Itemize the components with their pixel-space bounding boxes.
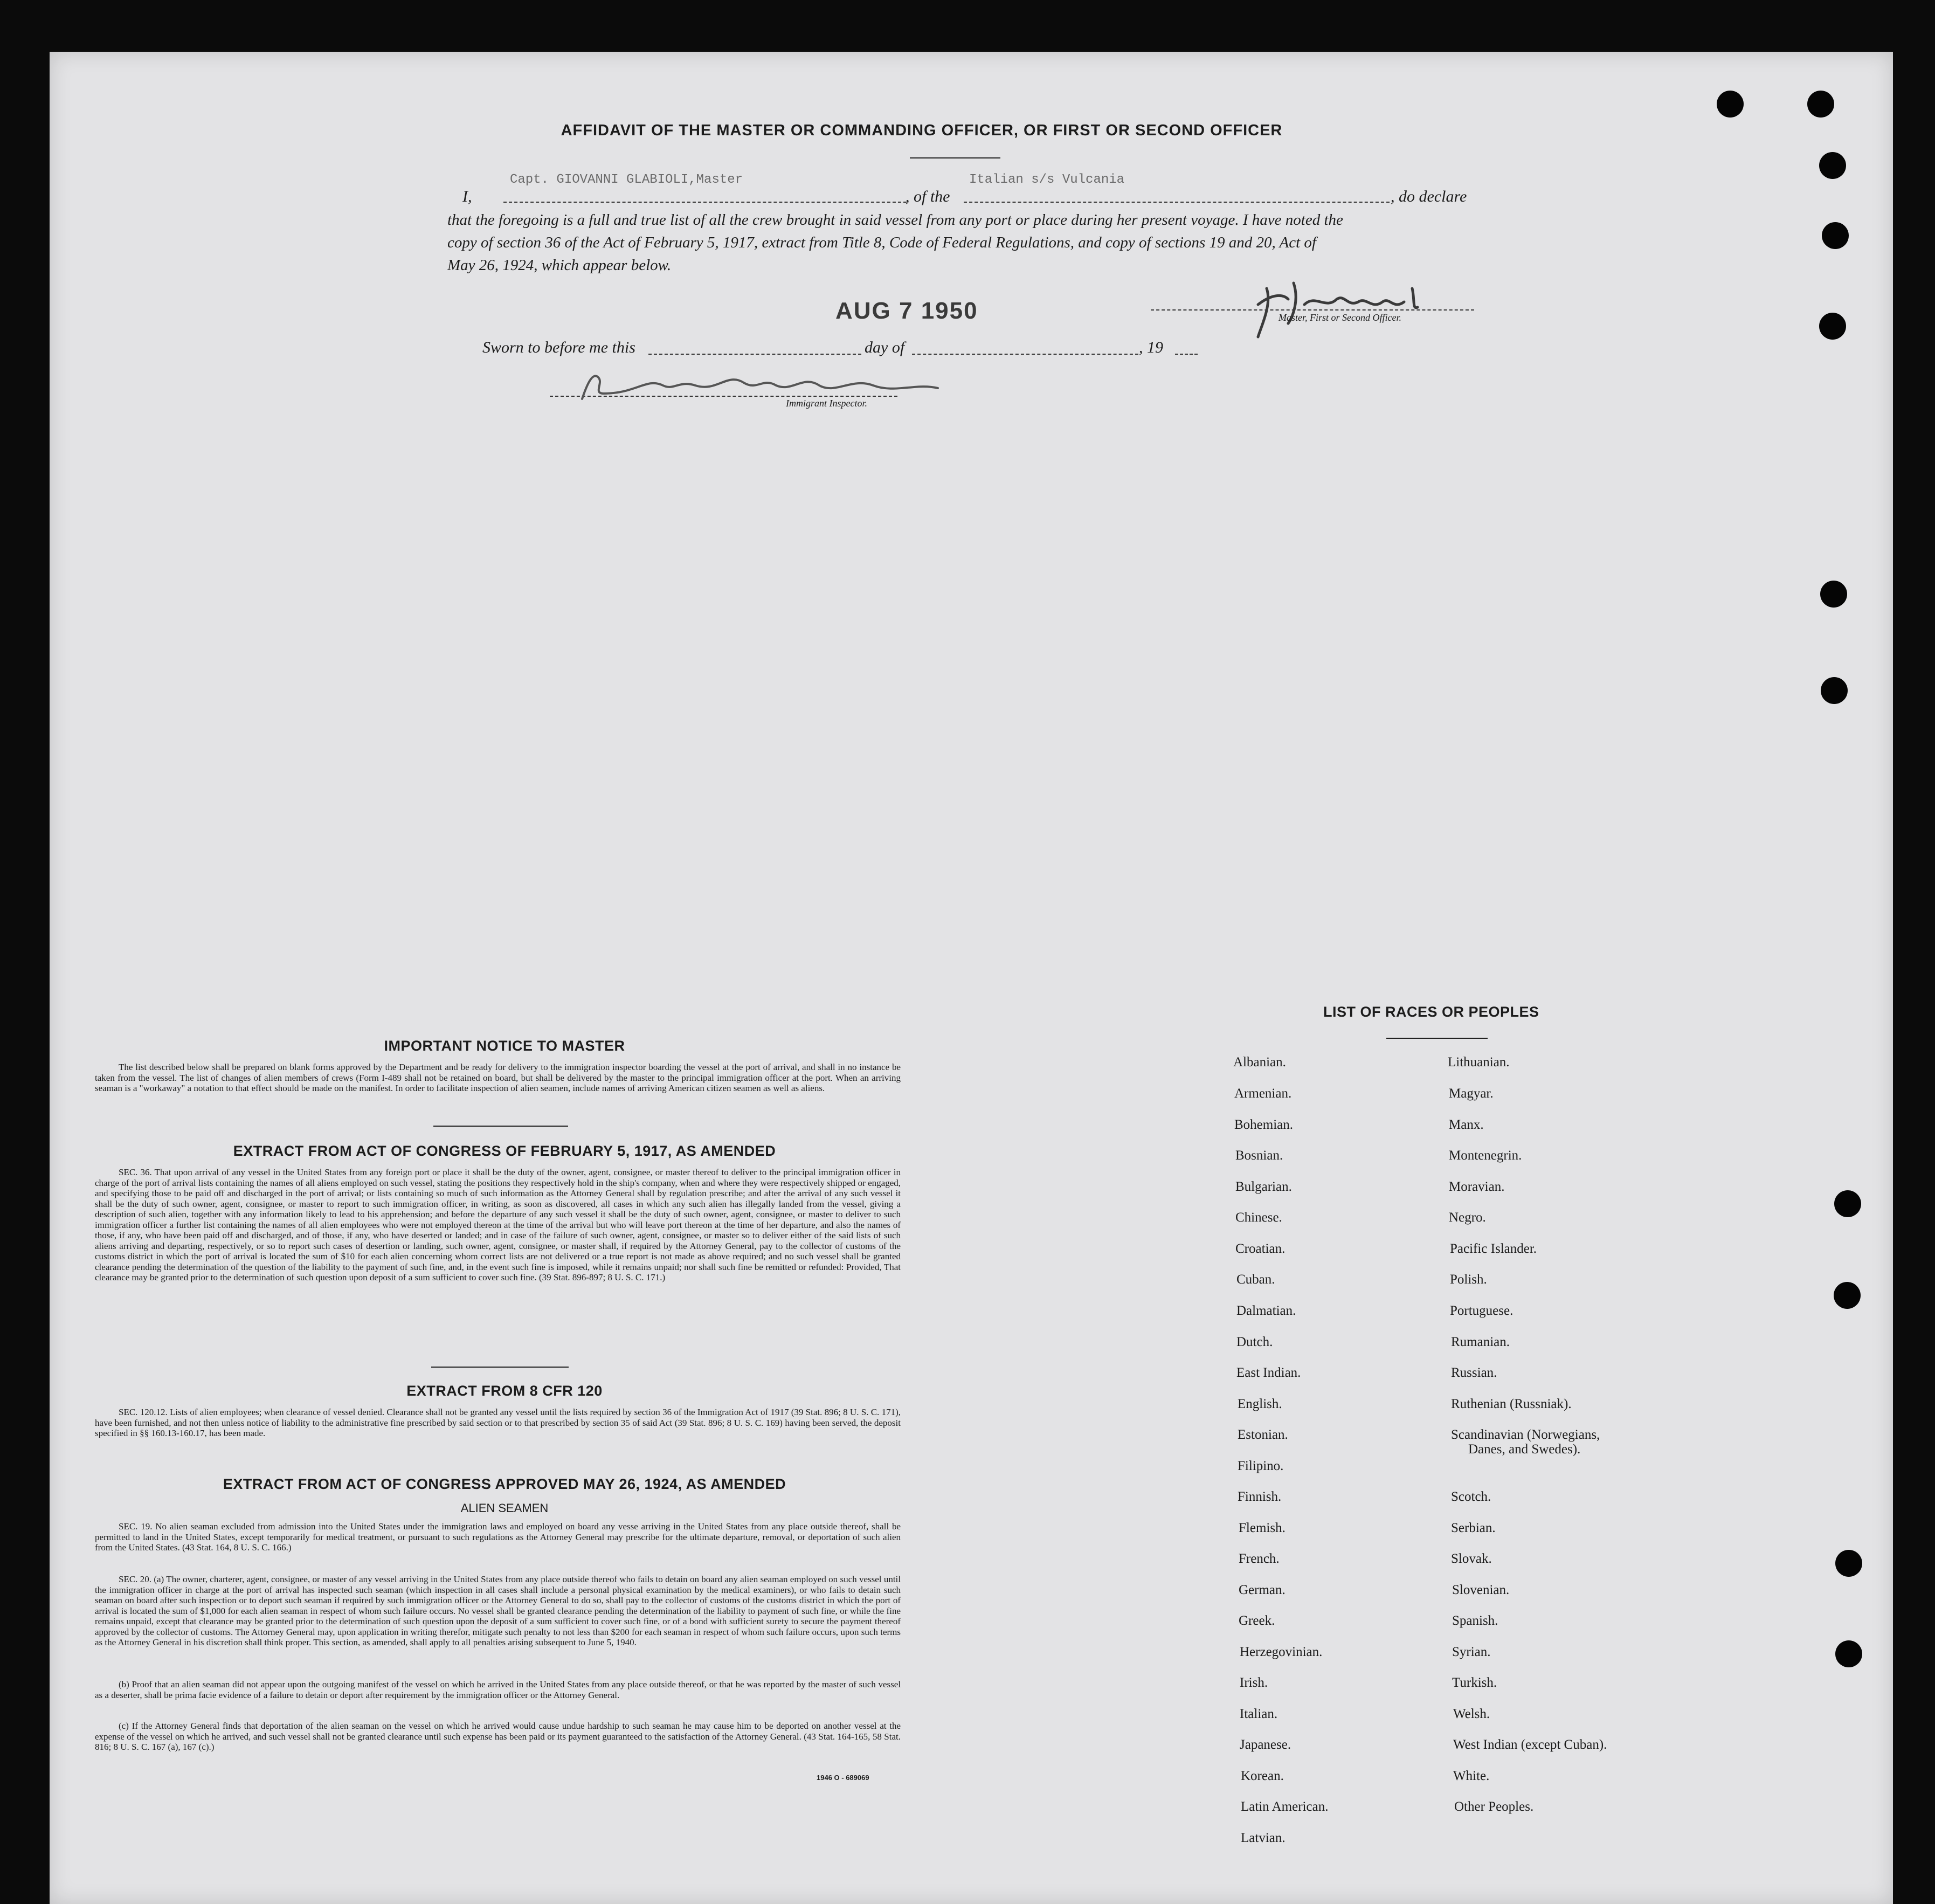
title-divider <box>910 157 1000 158</box>
race-item: East Indian. <box>1236 1365 1301 1380</box>
race-item: West Indian (except Cuban). <box>1453 1737 1607 1752</box>
race-item: Moravian. <box>1449 1179 1505 1194</box>
race-item: Dalmatian. <box>1236 1303 1296 1318</box>
extract-1924-sec20b: (b) Proof that an alien seaman did not appear upon the outgoing manifest of the vessel on which he arrived in the United States from any place outside thereof, or that he was reported by the master of such vessel as a deserter, shall be prima facie evidence of a failure to detain or deport after requirement by the immigration officer or the Attorney General. <box>95 1679 901 1700</box>
race-item: Chinese. <box>1235 1210 1282 1225</box>
race-item: Russian. <box>1451 1365 1497 1380</box>
extract-1924-heading: EXTRACT FROM ACT OF CONGRESS APPROVED MAY 26, 1924, AS AMENDED <box>223 1476 786 1492</box>
race-item: Other Peoples. <box>1454 1799 1534 1814</box>
race-item: Welsh. <box>1453 1707 1490 1721</box>
race-item: Flemish. <box>1239 1521 1286 1535</box>
race-item: Korean. <box>1241 1769 1284 1783</box>
do-declare-label: , do declare <box>1391 188 1467 205</box>
extract-1917-divider <box>431 1367 569 1368</box>
extract-8cfr-heading: EXTRACT FROM 8 CFR 120 <box>406 1383 603 1399</box>
punch-hole <box>1821 677 1848 704</box>
race-item: Scotch. <box>1451 1489 1491 1504</box>
race-item: Slovenian. <box>1452 1583 1510 1597</box>
day-of-label: day of <box>865 339 905 356</box>
race-item: Filipino. <box>1238 1459 1284 1473</box>
notice-body: The list described below shall be prepared on blank forms approved by the Department and be ready for delivery to the immigration inspector boarding the vessel at the port of arrival, and shall in no instance be taken from the vessel. The list of changes of alien members of crews (Form I-489 shall not be retained on board, but shall be delivered by the master to the principal immigration officer at the port. When an arriving seaman is a "workaway" a notation to that effect should be made on the manifest. In order to facilitate inspection of alien seamen, include names of arriving American citizen seamen as well as aliens. <box>95 1062 901 1093</box>
race-item: Armenian. <box>1234 1086 1292 1101</box>
race-item: White. <box>1453 1769 1490 1783</box>
race-item: Bulgarian. <box>1235 1179 1292 1194</box>
race-item: Estonian. <box>1238 1427 1288 1442</box>
punch-hole <box>1835 1640 1862 1667</box>
punch-hole <box>1819 313 1846 340</box>
notice-heading: IMPORTANT NOTICE TO MASTER <box>384 1038 625 1054</box>
extract-1917-heading: EXTRACT FROM ACT OF CONGRESS OF FEBRUARY 5, 1917, AS AMENDED <box>233 1143 776 1159</box>
master-name: Capt. GIOVANNI GLABIOLI,Master <box>510 173 743 187</box>
race-item: Italian. <box>1240 1707 1278 1721</box>
races-heading: LIST OF RACES OR PEOPLES <box>1323 1004 1539 1020</box>
race-item: Lithuanian. <box>1448 1055 1510 1070</box>
punch-hole <box>1822 222 1849 249</box>
race-item: Herzegovinian. <box>1240 1645 1323 1659</box>
race-item: Latvian. <box>1241 1831 1286 1845</box>
punch-hole <box>1820 581 1847 608</box>
race-item: Negro. <box>1449 1210 1486 1225</box>
race-item: Turkish. <box>1452 1675 1497 1690</box>
punch-hole <box>1834 1190 1861 1217</box>
race-item: Ruthenian (Russniak). <box>1451 1397 1572 1411</box>
race-item: Syrian. <box>1452 1645 1491 1659</box>
race-item: Irish. <box>1240 1675 1268 1690</box>
race-item: Latin American. <box>1241 1799 1329 1814</box>
inspector-caption: Immigrant Inspector. <box>786 398 867 409</box>
inspector-signature <box>571 361 949 410</box>
affidavit-line-2: that the foregoing is a full and true list of all the crew brought in said vessel from any port or place during her present voyage. I have noted the <box>447 211 1343 229</box>
punch-hole <box>1835 1550 1862 1577</box>
race-item: Pacific Islander. <box>1450 1241 1537 1256</box>
race-item: Spanish. <box>1452 1613 1498 1628</box>
extract-8cfr-body: SEC. 120.12. Lists of alien employees; when clearance of vessel denied. Clearance shall not be granted any vessel until the lists required by section 36 of the Immigration Act of 1917 (39 Stat. 896; 8 U. S. C. 171), have been furnished, and not then unless notice of liability to the administrative fine prescribed by said section or to that prescribed by section 35 of said Act (39 Stat. 896; 8 U. S. C. 169) having been served, the deposit specified in §§ 160.13-160.17, has been made. <box>95 1407 901 1438</box>
race-item: Manx. <box>1449 1117 1484 1132</box>
of-the-label: , of the <box>906 188 950 205</box>
affidavit-title: AFFIDAVIT OF THE MASTER OR COMMANDING OFFICER, OR FIRST OR SECOND OFFICER <box>561 122 1283 139</box>
year-label: , 19 <box>1139 339 1163 356</box>
punch-hole <box>1717 91 1744 118</box>
race-item: Albanian. <box>1233 1055 1286 1070</box>
extract-1924-sec20a: SEC. 20. (a) The owner, charterer, agent, consignee, or master of any vessel arriving in the United States from any place outside thereof who fails to detain on board any alien seaman employed on such vessel until the immigration officer in charge at the port of arrival has inspected such seaman (which inspection in all cases shall include a personal physical examination by the medical examiners), or who fails to detain such seaman on board after such inspection or to deport such seaman if required by such immigration officer or the Attorney General to do so, shall pay to the collector of customs of the customs district in which the port of arrival is located the sum of $1,000 for each alien seaman in respect of whom such failure occurs. No vessel shall be granted clearance pending the determination of the liability to payment of such fine, or while the fine remains unpaid, except that clearance may be granted prior to the determination of such question upon the deposit of a sum sufficient to cover such fine, or of a bond with sufficient surety to secure the payment thereof approved by the collector of customs. The Attorney General may, upon application in writing therefor, mitigate such penalty to not less than $200 for each seaman in respect of whom such failure occurs, upon such terms as the Attorney General in his discretion shall think proper. This section, as amended, shall apply to all penalties arising subsequent to June 5, 1940. <box>95 1574 901 1647</box>
extract-1924-sec19: SEC. 19. No alien seaman excluded from admission into the United States under the immigration laws and employed on board any vesse arriving in the United States from any place outside thereof, shall be permitted to land in the United States, except temporarily for medical treatment, or pursuant to such regulations as the Attorney General may prescribe for the ultimate departure, removal, or deportation of such alien from the United States. (43 Stat. 164, 8 U. S. C. 166.) <box>95 1521 901 1553</box>
sworn-month-line <box>912 354 1138 355</box>
master-signature <box>1250 272 1466 342</box>
form-code: 1946 O - 689069 <box>817 1774 869 1782</box>
master-name-line <box>503 202 907 203</box>
race-item: English. <box>1238 1397 1282 1411</box>
race-item: Japanese. <box>1240 1737 1291 1752</box>
vessel-name-line <box>964 202 1390 203</box>
race-item: Dutch. <box>1236 1335 1273 1349</box>
extract-1924-sec20c: (c) If the Attorney General finds that deportation of the alien seaman on the vessel on which he arrived would cause undue hardship to such seaman he may cause him to be deported on another vessel at the expense of the vessel on which he arrived, and such vessel shall not be granted clearance until such expense has been paid or its payment guaranteed to the satisfaction of the Attorney General. (43 Stat. 164-165, 58 Stat. 816; 8 U. S. C. 167 (a), 167 (c).) <box>95 1721 901 1752</box>
race-item: Slovak. <box>1451 1551 1492 1566</box>
race-item: German. <box>1239 1583 1286 1597</box>
race-item: Rumanian. <box>1451 1335 1510 1349</box>
races-divider <box>1386 1038 1488 1039</box>
vessel-name: Italian s/s Vulcania <box>969 173 1125 187</box>
extract-1917-body: SEC. 36. That upon arrival of any vessel in the United States from any foreign port or place it shall be the duty of the owner, agent, consignee, or master thereof to deliver to the principal immigration officer in charge of the port of arrival lists containing the names of all aliens employed on such vessel, stating the positions they respectively hold in the ship's company, when and where they were respectively shipped or engaged, and specifying those to be paid off and discharged in the port of arrival; or lists containing so much of such information as the Attorney General shall by regulation prescribe; and after the arrival of any such vessel it shall be the duty of such owner, agent, consignee, or master to report to such immigration officer, in writing, as soon as discovered, all cases in which any such alien has illegally landed from the vessel, giving a description of such alien, together with any information likely to lead to his apprehension; and before the departure of any such vessel it shall be the duty of such owner, agent, consignee, or master to deliver to such immigration officer a further list containing the names of all alien employees who were not employed thereon at the time of the arrival but who will leave port thereon at the time of her departure, and also the names of those, if any, who have been paid off and discharged, and of those, if any, who have deserted or landed; and in case of the failure of such owner, agent, consignee, or master so to deliver either of the said lists of such aliens arriving and departing, respectively, or so to report such cases of desertion or landing, such owner, agent, consignee, or master shall, if required by the Attorney General, pay to the collector of customs of the customs district in which the port of arrival is located the sum of $10 for each alien concerning whom correct lists are not delivered or a true report is not made as above required; and no such vessel shall be granted clearance pending the determination of the question of the liability to the payment of such fine, and, in the event such fine is imposed, while it remains unpaid; nor shall such fine be remitted or refunded: Provided, That clearance may be granted prior to the determination of such question upon deposit of a sum sufficient to cover such fine. (39 Stat. 896-897; 8 U. S. C. 171.) <box>95 1167 901 1282</box>
race-item: Finnish. <box>1238 1489 1282 1504</box>
extract-1924-subheading: ALIEN SEAMEN <box>460 1501 549 1515</box>
race-item: Serbian. <box>1451 1521 1496 1535</box>
punch-hole <box>1807 91 1834 118</box>
master-signature-caption: Master, First or Second Officer. <box>1279 312 1401 323</box>
punch-hole <box>1819 152 1846 179</box>
i-label: I, <box>462 188 472 205</box>
race-item: Bosnian. <box>1235 1148 1283 1163</box>
sworn-label: Sworn to before me this <box>482 339 635 356</box>
race-item: Magyar. <box>1449 1086 1494 1101</box>
race-item: Cuban. <box>1236 1272 1275 1287</box>
race-item: Greek. <box>1239 1613 1275 1628</box>
notice-divider <box>433 1126 568 1127</box>
race-item: Bohemian. <box>1234 1117 1294 1132</box>
sworn-day-line <box>648 354 861 355</box>
race-item: Croatian. <box>1235 1241 1286 1256</box>
race-item: Polish. <box>1450 1272 1487 1287</box>
affidavit-line-4: May 26, 1924, which appear below. <box>447 257 672 274</box>
date-stamp: AUG 7 1950 <box>835 298 978 324</box>
race-item: Scandinavian (Norwegians, <box>1451 1427 1600 1442</box>
race-item: Montenegrin. <box>1449 1148 1522 1163</box>
punch-hole <box>1834 1282 1861 1309</box>
race-item: French. <box>1239 1551 1280 1566</box>
race-item: Portuguese. <box>1450 1303 1514 1318</box>
affidavit-line-3: copy of section 36 of the Act of February 5, 1917, extract from Title 8, Code of Federal Regulations, and copy of sections 19 and 20, Act of <box>447 234 1316 251</box>
sworn-year-line <box>1175 354 1198 355</box>
race-item: Danes, and Swedes). <box>1468 1442 1581 1457</box>
